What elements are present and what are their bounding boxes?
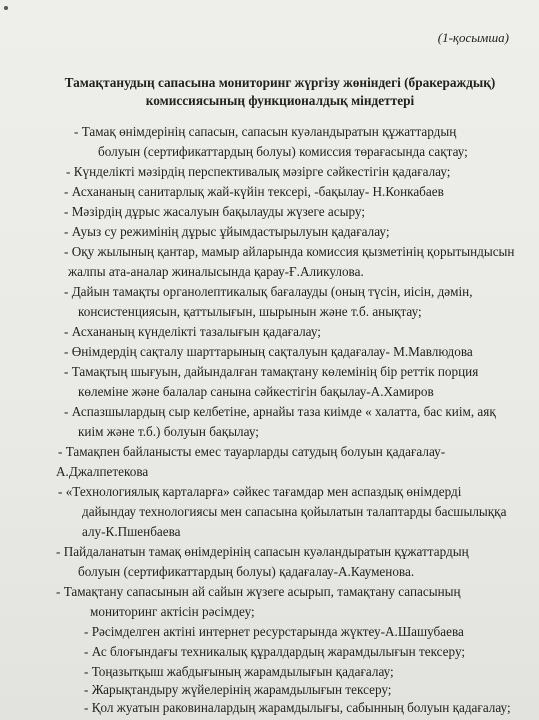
list-line: консистенциясын, қаттылығын, шырынын және т.б. анықтау;	[78, 304, 422, 319]
list-line: - Күнделікті мәзірдің перспективалық мәзірге сәйкестігін қадағалау;	[66, 164, 451, 179]
list-line: - Тамақ өнімдерінің сапасын, сапасын куәландыратын құжаттардың	[74, 124, 457, 139]
list-line: - Мәзірдің дұрыс жасалуын бақылауды жүзеге асыру;	[64, 204, 365, 219]
list-line: - Тамақтың шығуын, дайындалған тамақтану көлемінің бір реттік порция	[64, 364, 479, 379]
list-line: - Тамақпен байланысты емес тауарларды сатудың болуын қадағалау-	[58, 444, 446, 459]
list-line: - Рәсімделген актіні интернет ресурстарында жүктеу-А.Шашубаева	[84, 624, 464, 639]
list-line: - Қол жуатын раковиналардың жарамдылығы, сабынның болуын қадағалау;	[84, 700, 511, 715]
list-line: дайындау технологиясы мен сапасына қойылатын талаптарды басшылыққа	[82, 504, 507, 519]
list-line: болуын (сертификаттардың болуы) комиссия төрағасында сақтау;	[98, 144, 468, 159]
list-line: - Аспазшылардың сыр келбетіне, арнайы таза киімде « халатта, бас киім, аяқ	[64, 404, 496, 419]
list-line: - Оқу жылының қантар, мамыр айларында комиссия қызметінің қорытындысын	[64, 244, 515, 259]
list-line: алу-К.Пшенбаева	[82, 524, 181, 539]
list-line: киім және т.б.) болуын бақылау;	[78, 424, 259, 439]
title-line-1: Тамақтанудың сапасына мониторинг жүргізу жөніндегі (бракераждық)	[64, 75, 496, 90]
list-line: - Жарықтандыру жүйелерінің жарамдылығын тексеру;	[84, 682, 392, 697]
list-line: мониторинг актісін рәсімдеу;	[90, 604, 255, 619]
list-line: - «Технологиялық карталарға» сәйкес тағамдар мен аспаздық өнімдерді	[58, 484, 462, 499]
list-line: А.Джалпетекова	[56, 464, 149, 479]
list-line: - Асхананың санитарлық жай-күйін тексері, -бақылау- Н.Конкабаев	[64, 184, 444, 199]
list-line: - Пайдаланатын тамақ өнімдерінің сапасын куәландыратын құжаттардың	[56, 544, 469, 559]
list-line: - Тамақтану сапасынын ай сайын жүзеге асырып, тамақтану сапасының	[56, 584, 461, 599]
annex-label: (1-қосымша)	[437, 30, 509, 45]
title-line-2: комиссиясының функционалдық міндеттері	[145, 93, 415, 108]
list-line: - Ауыз су режимінің дұрыс ұйымдастырылуын қадағалау;	[64, 224, 390, 239]
list-line: болуын (сертификаттардың болуы) қадағалау-А.Кауменова.	[78, 564, 415, 579]
list-line: - Ас блоғындағы техникалық құралдардың жарамдылығын тексеру;	[84, 644, 466, 659]
list-line: - Асхананың күнделікті тазалығын қадағалау;	[64, 324, 321, 339]
list-line: - Дайын тамақты органолептикалық бағалауды (оның түсін, иісін, дәмін,	[64, 284, 473, 299]
list-line: - Тоңазытқыш жабдығының жарамдылығын қадағалау;	[84, 664, 394, 679]
list-line: жалпы ата-аналар жиналысында қарау-Ғ.Аликулова.	[68, 264, 364, 279]
list-line: көлеміне және балалар санына сәйкестігін бақылау-А.Хамиров	[78, 384, 434, 399]
list-line: - Өнімдердің сақталу шарттарының сақталуын қадағалау- М.Мавлюдова	[64, 344, 473, 359]
